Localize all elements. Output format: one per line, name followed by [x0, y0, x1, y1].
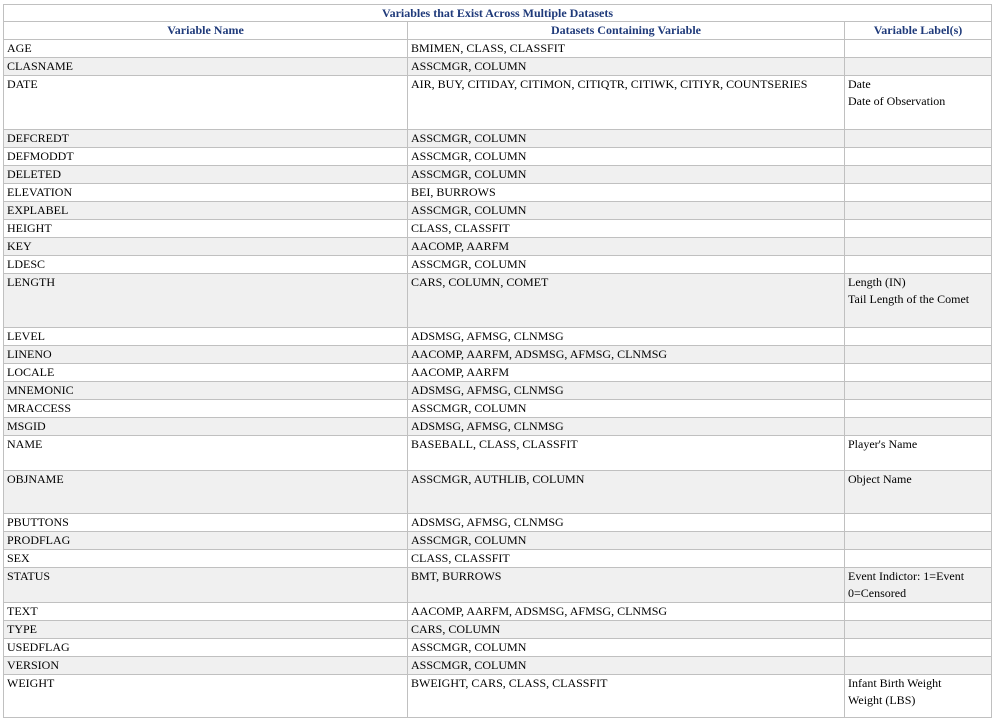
variable-name-cell: DEFMODDT — [4, 148, 408, 166]
variable-name-cell: DEFCREDT — [4, 130, 408, 148]
variable-labels-cell — [845, 328, 992, 346]
table-row — [4, 148, 992, 166]
variable-labels-cell — [845, 436, 992, 471]
table-row — [4, 220, 992, 238]
variable-labels-cell — [845, 400, 992, 418]
variable-labels-cell — [845, 238, 992, 256]
variable-name-cell: PBUTTONS — [4, 514, 408, 532]
variable-labels-cell — [845, 657, 992, 675]
variable-name-cell: VERSION — [4, 657, 408, 675]
table-row — [4, 436, 992, 471]
table-row — [4, 514, 992, 532]
variable-name-cell: LENGTH — [4, 274, 408, 328]
header-variable-name: Variable Name — [4, 22, 408, 40]
datasets-cell: ADSMSG, AFMSG, CLNMSG — [408, 418, 845, 436]
table-row — [4, 639, 992, 657]
variable-name-cell: MNEMONIC — [4, 382, 408, 400]
variable-label-line: 0=Censored — [848, 586, 907, 600]
variable-name-cell: LINENO — [4, 346, 408, 364]
datasets-cell: AACOMP, AARFM — [408, 364, 845, 382]
variable-labels-cell — [845, 364, 992, 382]
variable-labels-cell — [845, 568, 992, 603]
datasets-cell: ASSCMGR, COLUMN — [408, 130, 845, 148]
table-row — [4, 603, 992, 621]
header-variable-labels: Variable Label(s) — [845, 22, 992, 40]
variable-name-cell: WEIGHT — [4, 675, 408, 718]
variable-labels-cell — [845, 256, 992, 274]
variables-table-container — [3, 4, 991, 718]
variable-labels-cell — [845, 130, 992, 148]
variable-labels-cell — [845, 58, 992, 76]
datasets-cell: ASSCMGR, COLUMN — [408, 256, 845, 274]
table-row — [4, 418, 992, 436]
variable-name-cell: PRODFLAG — [4, 532, 408, 550]
datasets-cell: ADSMSG, AFMSG, CLNMSG — [408, 382, 845, 400]
table-row — [4, 130, 992, 148]
variable-name-cell: LDESC — [4, 256, 408, 274]
datasets-cell: BMT, BURROWS — [408, 568, 845, 603]
datasets-cell: AIR, BUY, CITIDAY, CITIMON, CITIQTR, CITIWK, CITIYR, COUNTSERIES — [408, 76, 845, 130]
datasets-cell: BEI, BURROWS — [408, 184, 845, 202]
variable-name-cell: MRACCESS — [4, 400, 408, 418]
datasets-cell: AACOMP, AARFM, ADSMSG, AFMSG, CLNMSG — [408, 346, 845, 364]
variable-labels-cell — [845, 675, 992, 718]
variable-labels-cell — [845, 166, 992, 184]
datasets-cell: ASSCMGR, COLUMN — [408, 639, 845, 657]
datasets-cell: BWEIGHT, CARS, CLASS, CLASSFIT — [408, 675, 845, 718]
header-datasets: Datasets Containing Variable — [408, 22, 845, 40]
variable-label-line: Date of Observation — [848, 94, 946, 108]
variable-name-cell: DATE — [4, 76, 408, 130]
variable-labels-cell — [845, 148, 992, 166]
variable-labels-cell — [845, 603, 992, 621]
variable-label-line: Event Indictor: 1=Event — [848, 569, 965, 583]
table-row — [4, 76, 992, 130]
variable-label-line: Length (IN) — [848, 275, 906, 289]
variable-labels-cell — [845, 471, 992, 514]
variable-name-cell: CLASNAME — [4, 58, 408, 76]
datasets-cell: ASSCMGR, COLUMN — [408, 148, 845, 166]
datasets-cell: ASSCMGR, COLUMN — [408, 532, 845, 550]
table-row — [4, 238, 992, 256]
datasets-cell: ASSCMGR, AUTHLIB, COLUMN — [408, 471, 845, 514]
variable-labels-cell — [845, 418, 992, 436]
variable-name-cell: LOCALE — [4, 364, 408, 382]
table-title: Variables that Exist Across Multiple Datasets — [4, 5, 992, 22]
variable-labels-cell — [845, 514, 992, 532]
variable-labels-cell — [845, 382, 992, 400]
datasets-cell: AACOMP, AARFM — [408, 238, 845, 256]
table-row — [4, 675, 992, 718]
variable-labels-cell — [845, 550, 992, 568]
variable-labels-cell — [845, 202, 992, 220]
datasets-cell: ADSMSG, AFMSG, CLNMSG — [408, 514, 845, 532]
table-row — [4, 400, 992, 418]
variable-labels-cell — [845, 346, 992, 364]
datasets-cell: ADSMSG, AFMSG, CLNMSG — [408, 328, 845, 346]
table-row — [4, 166, 992, 184]
variable-name-cell: LEVEL — [4, 328, 408, 346]
datasets-cell: ASSCMGR, COLUMN — [408, 657, 845, 675]
variable-name-cell: NAME — [4, 436, 408, 471]
table-row — [4, 471, 992, 514]
variable-name-cell: KEY — [4, 238, 408, 256]
datasets-cell: CLASS, CLASSFIT — [408, 550, 845, 568]
table-row — [4, 58, 992, 76]
variable-name-cell: ELEVATION — [4, 184, 408, 202]
table-row — [4, 568, 992, 603]
variable-label-line: Player's Name — [848, 437, 918, 451]
table-row — [4, 184, 992, 202]
variable-name-cell: DELETED — [4, 166, 408, 184]
datasets-cell: AACOMP, AARFM, ADSMSG, AFMSG, CLNMSG — [408, 603, 845, 621]
datasets-cell: CARS, COLUMN — [408, 621, 845, 639]
table-row — [4, 621, 992, 639]
variable-label-line: Tail Length of the Comet — [848, 292, 970, 306]
variable-label-line: Date — [848, 77, 871, 91]
datasets-cell: CARS, COLUMN, COMET — [408, 274, 845, 328]
variable-labels-cell — [845, 621, 992, 639]
table-row — [4, 657, 992, 675]
variable-name-cell: TYPE — [4, 621, 408, 639]
variable-name-cell: STATUS — [4, 568, 408, 603]
table-row — [4, 364, 992, 382]
variable-labels-cell — [845, 274, 992, 328]
datasets-cell: ASSCMGR, COLUMN — [408, 202, 845, 220]
table-row — [4, 532, 992, 550]
variable-label-line: Weight (LBS) — [848, 693, 916, 707]
table-row — [4, 346, 992, 364]
variable-name-cell: TEXT — [4, 603, 408, 621]
variable-name-cell: OBJNAME — [4, 471, 408, 514]
datasets-cell: ASSCMGR, COLUMN — [408, 58, 845, 76]
variable-name-cell: HEIGHT — [4, 220, 408, 238]
variable-labels-cell — [845, 532, 992, 550]
variable-labels-cell — [845, 40, 992, 58]
datasets-cell: ASSCMGR, COLUMN — [408, 166, 845, 184]
variables-table — [3, 4, 992, 718]
variable-name-cell: EXPLABEL — [4, 202, 408, 220]
datasets-cell: BMIMEN, CLASS, CLASSFIT — [408, 40, 845, 58]
table-row — [4, 40, 992, 58]
variable-name-cell: AGE — [4, 40, 408, 58]
table-row — [4, 274, 992, 328]
variable-label-line: Infant Birth Weight — [848, 676, 942, 690]
variable-labels-cell — [845, 76, 992, 130]
table-body — [4, 40, 992, 718]
table-row — [4, 328, 992, 346]
table-row — [4, 550, 992, 568]
datasets-cell: ASSCMGR, COLUMN — [408, 400, 845, 418]
datasets-cell: CLASS, CLASSFIT — [408, 220, 845, 238]
variable-name-cell: USEDFLAG — [4, 639, 408, 657]
variable-labels-cell — [845, 220, 992, 238]
variable-label-line: Object Name — [848, 472, 912, 486]
table-row — [4, 256, 992, 274]
variable-name-cell: SEX — [4, 550, 408, 568]
variable-labels-cell — [845, 184, 992, 202]
variable-labels-cell — [845, 639, 992, 657]
datasets-cell: BASEBALL, CLASS, CLASSFIT — [408, 436, 845, 471]
table-row — [4, 382, 992, 400]
table-row — [4, 202, 992, 220]
variable-name-cell: MSGID — [4, 418, 408, 436]
